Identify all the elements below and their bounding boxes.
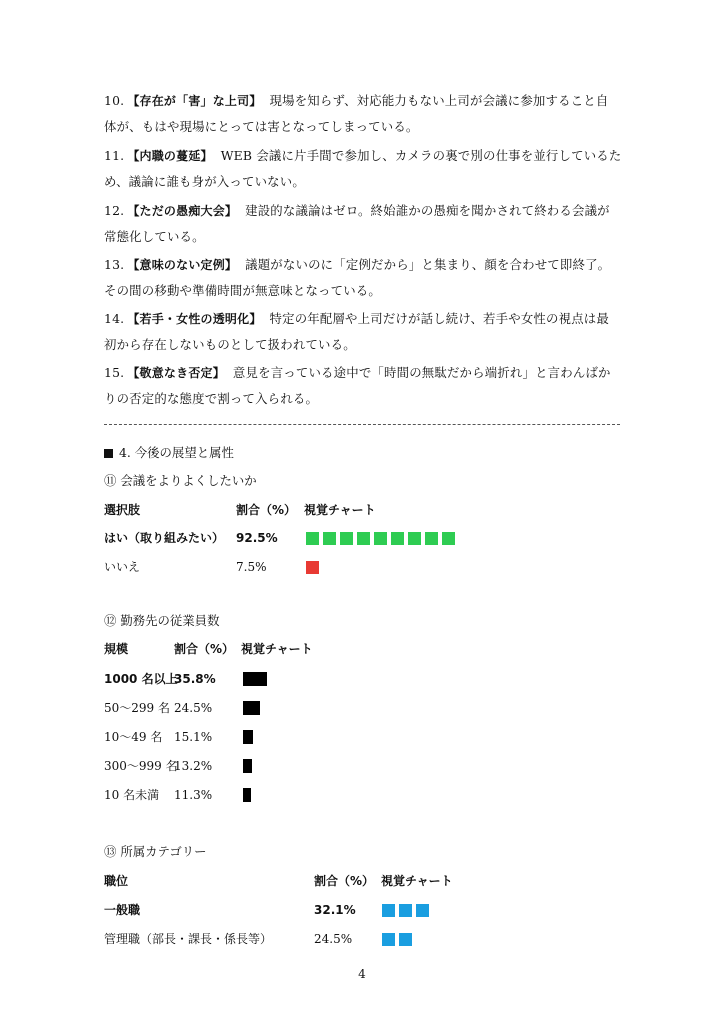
square-bullet-icon — [104, 449, 113, 458]
q13-block-chart — [382, 903, 429, 917]
q12-bar — [243, 701, 260, 715]
chart-block — [382, 933, 395, 946]
list-item — [104, 143, 624, 195]
q13-header-position: 職位 — [104, 874, 129, 888]
q11-row-label: はい（取り組みたい） — [104, 531, 225, 545]
chart-block — [416, 904, 429, 917]
item-text-continued: りの否定的な態度で割って入られる。 — [104, 391, 319, 406]
item-number: 12. — [104, 203, 125, 218]
chart-block — [374, 532, 387, 545]
q13-header-percent: 割合（%） — [314, 874, 375, 888]
q13-header-chart: 視覚チャート — [381, 874, 453, 888]
q11-row-percent: 7.5% — [236, 560, 267, 574]
q11-header-choice: 選択肢 — [104, 503, 141, 517]
q11-block-chart — [306, 560, 319, 574]
chart-block — [306, 561, 319, 574]
q13-block-chart — [382, 932, 412, 946]
q13-row-percent: 24.5% — [314, 932, 353, 946]
q12-header-percent: 割合（%） — [174, 642, 235, 656]
q12-header-chart: 視覚チャート — [241, 642, 313, 656]
item-number: 14. — [104, 311, 125, 326]
item-term: 【ただの愚痴大会】 — [127, 204, 238, 218]
item-text: WEB 会議に片手間で参加し、カメラの裏で別の仕事を並行しているた — [220, 148, 622, 163]
q12-row-percent: 15.1% — [174, 730, 213, 744]
q12-bar — [243, 730, 253, 744]
q12-row-label: 300〜999 名 — [104, 759, 178, 773]
chart-block — [425, 532, 438, 545]
q11-row-percent: 92.5% — [236, 531, 278, 545]
item-text: 特定の年配層や上司だけが話し続け、若手や女性の視点は最 — [269, 311, 609, 326]
item-term: 【内職の蔓延】 — [127, 149, 213, 163]
list-item — [104, 88, 624, 140]
chart-block — [323, 532, 336, 545]
chart-block — [408, 532, 421, 545]
q11-header-percent: 割合（%） — [236, 503, 297, 517]
q11-header-chart: 視覚チャート — [304, 503, 376, 517]
q12-title: ⑫ 勤務先の従業員数 — [104, 613, 220, 628]
chart-block — [399, 904, 412, 917]
chart-block — [442, 532, 455, 545]
item-text: 議題がないのに「定例だから」と集まり、顔を合わせて即終了。 — [245, 257, 611, 272]
q12-row-percent: 13.2% — [174, 759, 213, 773]
item-text: 意見を言っている途中で「時間の無駄だから端折れ」と言わんばか — [232, 365, 611, 380]
list-item — [104, 306, 624, 358]
chart-block — [399, 933, 412, 946]
item-number: 13. — [104, 257, 125, 272]
item-text-continued: 常態化している。 — [104, 229, 205, 244]
item-term: 【存在が「害」な上司】 — [127, 94, 262, 108]
q12-bar — [243, 672, 267, 686]
chart-block — [357, 532, 370, 545]
chart-block — [306, 532, 319, 545]
q12-row-label: 10〜49 名 — [104, 730, 163, 744]
item-term: 【敬意なき否定】 — [127, 366, 225, 380]
chart-block — [391, 532, 404, 545]
q12-row-label: 1000 名以上 — [104, 672, 178, 686]
q12-row-label: 10 名未満 — [104, 788, 160, 802]
q12-bar — [243, 759, 252, 773]
q12-row-label: 50〜299 名 — [104, 701, 170, 715]
q13-title: ⑬ 所属カテゴリー — [104, 844, 207, 859]
item-number: 15. — [104, 365, 125, 380]
q13-row-label: 一般職 — [104, 903, 141, 917]
q13-row-label: 管理職（部長・課長・係長等） — [104, 932, 273, 946]
q11-row-label: いいえ — [104, 560, 141, 574]
item-text-continued: 初から存在しないものとして扱われている。 — [104, 337, 356, 352]
item-text: 現場を知らず、対応能力もない上司が会議に参加すること自 — [269, 93, 609, 108]
list-item — [104, 360, 624, 412]
q12-row-percent: 24.5% — [174, 701, 213, 715]
q12-row-percent: 35.8% — [174, 672, 216, 686]
q13-row-percent: 32.1% — [314, 903, 356, 917]
item-text-continued: 体が、もはや現場にとっては害となってしまっている。 — [104, 119, 419, 134]
q11-block-chart — [306, 531, 455, 545]
list-item — [104, 252, 624, 304]
list-item — [104, 198, 624, 250]
item-term: 【若手・女性の透明化】 — [127, 312, 262, 326]
item-text: 建設的な議論はゼロ。終始誰かの愚痴を聞かされて終わる会議が — [245, 203, 610, 218]
item-text-continued: め、議論に誰も身が入っていない。 — [104, 174, 305, 189]
dashed-divider — [104, 424, 620, 425]
chart-block — [382, 904, 395, 917]
q12-bar — [243, 788, 251, 802]
q11-title: ⑪ 会議をよりよくしたいか — [104, 473, 257, 488]
item-number: 11. — [104, 148, 125, 163]
item-term: 【意味のない定例】 — [127, 258, 238, 272]
q12-row-percent: 11.3% — [174, 788, 213, 802]
item-text-continued: その間の移動や準備時間が無意味となっている。 — [104, 283, 381, 298]
page-number: 4 — [358, 967, 366, 981]
q12-header-size: 規模 — [104, 642, 129, 656]
chart-block — [340, 532, 353, 545]
section-heading: 4. 今後の展望と属性 — [104, 443, 234, 463]
item-number: 10. — [104, 93, 125, 108]
